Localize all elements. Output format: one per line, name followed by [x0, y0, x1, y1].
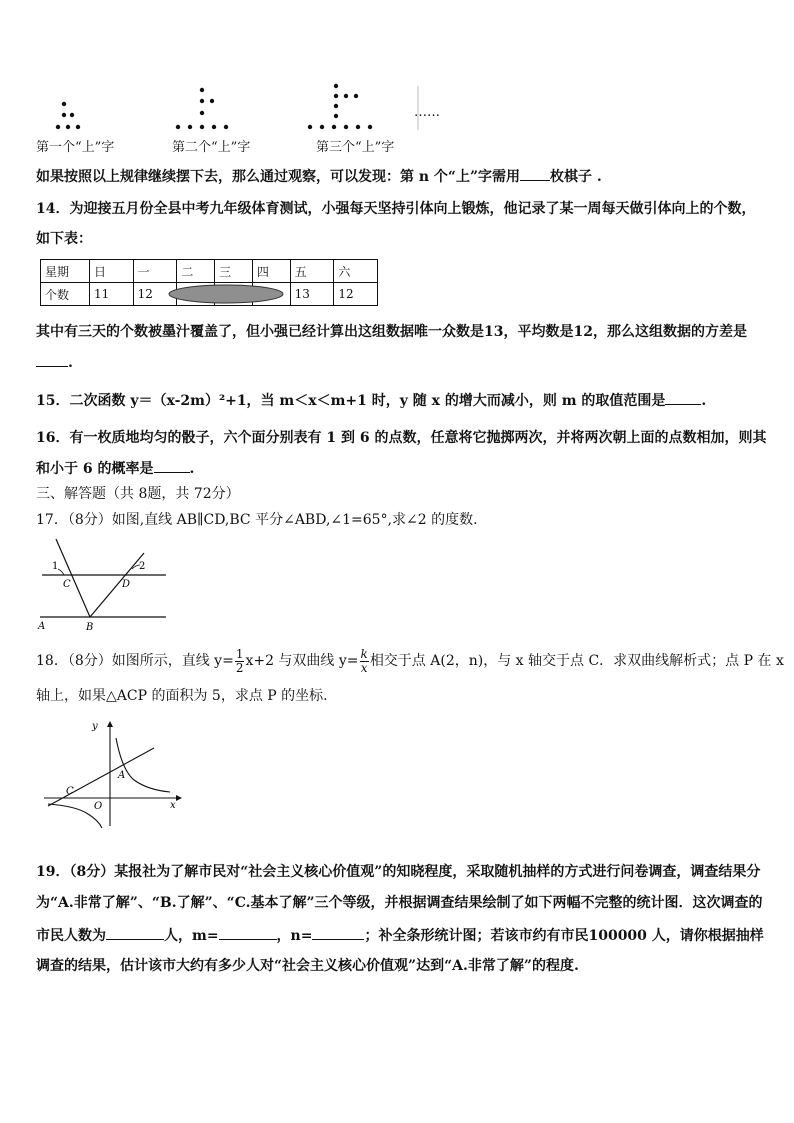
q18-line2: 轴上，如果△ACP 的面积为 5，求点 P 的坐标. — [36, 688, 328, 704]
q19-line3-c: ，n= — [276, 928, 313, 944]
q16-line1: 16．有一枚质地均匀的骰子，六个面分别表有 1 到 6 的点数，任意将它抛掷两次，并将两次朝上面的点数相加，则其 — [36, 430, 767, 446]
q17-figure — [36, 535, 176, 635]
table-header-cell: 一 — [133, 260, 177, 283]
q19-blank-m[interactable] — [219, 925, 277, 940]
q18-mid: x+2 与双曲线 y= — [245, 653, 359, 669]
pattern-2 — [176, 88, 228, 129]
table-cell: 11 — [90, 283, 134, 306]
q19-line3-d: ；补全条形统计图；若该市约有市民100000 人，请你根据抽样 — [364, 928, 764, 944]
q19-line4: 调查的结果，估计该市大约有多少人对“社会主义核心价值观”达到“A.非常了解”的程度. — [36, 958, 579, 974]
label-point-a: A — [38, 621, 46, 632]
table-cell: 12 — [133, 283, 177, 306]
pattern-label-2: 第二个“上”字 — [172, 140, 251, 155]
q19-line3-b: 人，m= — [164, 928, 219, 944]
q18-frac2-den: x — [360, 660, 368, 675]
q18-suffix: 相交于点 A(2，n)，与 x 轴交于点 C．求双曲线解析式；点 P 在 x — [369, 653, 784, 669]
q16-answer-blank[interactable] — [154, 458, 190, 473]
table-header-cell: 五 — [290, 260, 334, 283]
q14-line4-end: . — [68, 355, 73, 371]
label-point-d: D — [122, 579, 131, 590]
q13-text-before: 如果按照以上规律继续摆下去，那么通过观察，可以发现：第 n 个“上”字需用 — [36, 169, 521, 185]
table-header-cell: 星期 — [41, 260, 90, 283]
pattern-label-1: 第一个“上”字 — [36, 140, 115, 155]
q19-blank-n[interactable] — [312, 925, 364, 940]
label-point-a: A — [118, 770, 126, 781]
pattern-1 — [56, 102, 80, 129]
label-point-c: C — [66, 786, 74, 797]
q16-line2-before: 和小于 6 的概率是 — [36, 461, 154, 477]
q19-line1: 19．（8分）某报社为了解市民对“社会主义核心价值观”的知晓程度，采取随机抽样的方式进行问卷调查，调查结果分 — [36, 864, 761, 880]
table-cell: 12 — [334, 283, 378, 306]
q14-line3: 其中有三天的个数被墨汁覆盖了，但小强已经计算出这组数据唯一众数是13，平均数是12，那么这组数据的方差是 — [36, 324, 747, 340]
table-cell: 13 — [290, 283, 334, 306]
pattern-label-3: 第三个“上”字 — [316, 140, 395, 155]
q14-line1: 14．为迎接五月份全县中考九年级体育测试，小强每天坚持引体向上锻炼，他记录了某一周每天做引体向上的个数， — [36, 201, 756, 217]
q18-fraction-2 — [360, 648, 369, 675]
q19-line3 — [36, 925, 764, 946]
table-header-cell: 三 — [215, 260, 253, 283]
q18-fraction-1 — [235, 648, 245, 675]
table-row — [41, 260, 378, 283]
q18-line1 — [36, 646, 784, 676]
q19-line2: 为“A.非常了解”、“B.了解”、“C.基本了解”三个等级，并根据调查结果绘制了如下两幅不完整的统计图．这次调查的 — [36, 895, 763, 911]
table-header-cell: 二 — [177, 260, 215, 283]
q19-line3-a: 市民人数为 — [36, 928, 106, 944]
q14-line4 — [36, 352, 73, 373]
table-header-cell: 六 — [334, 260, 378, 283]
q15-text-before: 15．二次函数 y＝（x-2m）²+1，当 m＜x＜m+1 时，y 随 x 的增大而减小，则 m 的取值范围是 — [36, 393, 666, 409]
pattern-ellipsis: …… — [414, 105, 440, 120]
pattern-3 — [308, 84, 372, 129]
q13-line — [36, 166, 602, 187]
q19-blank-count[interactable] — [106, 925, 164, 940]
label-angle-1: 1 — [52, 561, 59, 572]
q14-answer-blank[interactable] — [36, 352, 68, 367]
table-header-cell: 四 — [252, 260, 290, 283]
section3-title: 三、解答题（共 8题，共 72分） — [36, 486, 240, 502]
axis-label-x: x — [170, 800, 176, 811]
label-point-b: B — [86, 622, 94, 633]
q15-text-after: . — [701, 393, 707, 409]
q18-frac1-den: 2 — [235, 660, 244, 675]
q16-line2 — [36, 458, 194, 479]
label-angle-2: 2 — [139, 561, 146, 572]
axis-label-y: y — [92, 721, 98, 732]
q15-answer-blank[interactable] — [665, 390, 701, 405]
q13-answer-blank[interactable] — [520, 166, 550, 181]
q18-figure — [36, 718, 186, 830]
q15-line — [36, 390, 706, 411]
q16-line2-after: . — [189, 461, 195, 477]
q14-line2: 如下表： — [36, 231, 92, 247]
q18-prefix: 18．（8分）如图所示，直线 y= — [36, 653, 234, 669]
q13-text-after: 枚棋子 . — [550, 169, 602, 185]
ink-blot — [166, 282, 286, 306]
table-header-cell: 日 — [90, 260, 134, 283]
pattern-figure — [30, 82, 430, 132]
q18-frac2-num: k — [360, 646, 368, 661]
label-origin: O — [94, 801, 103, 812]
q18-frac1-num: 1 — [235, 646, 244, 661]
table-cell: 个数 — [41, 283, 90, 306]
q17-text: 17．（8分）如图,直线 AB∥CD,BC 平分∠ABD,∠1=65°,求∠2 的度数. — [36, 512, 478, 528]
label-point-c: C — [63, 579, 71, 590]
